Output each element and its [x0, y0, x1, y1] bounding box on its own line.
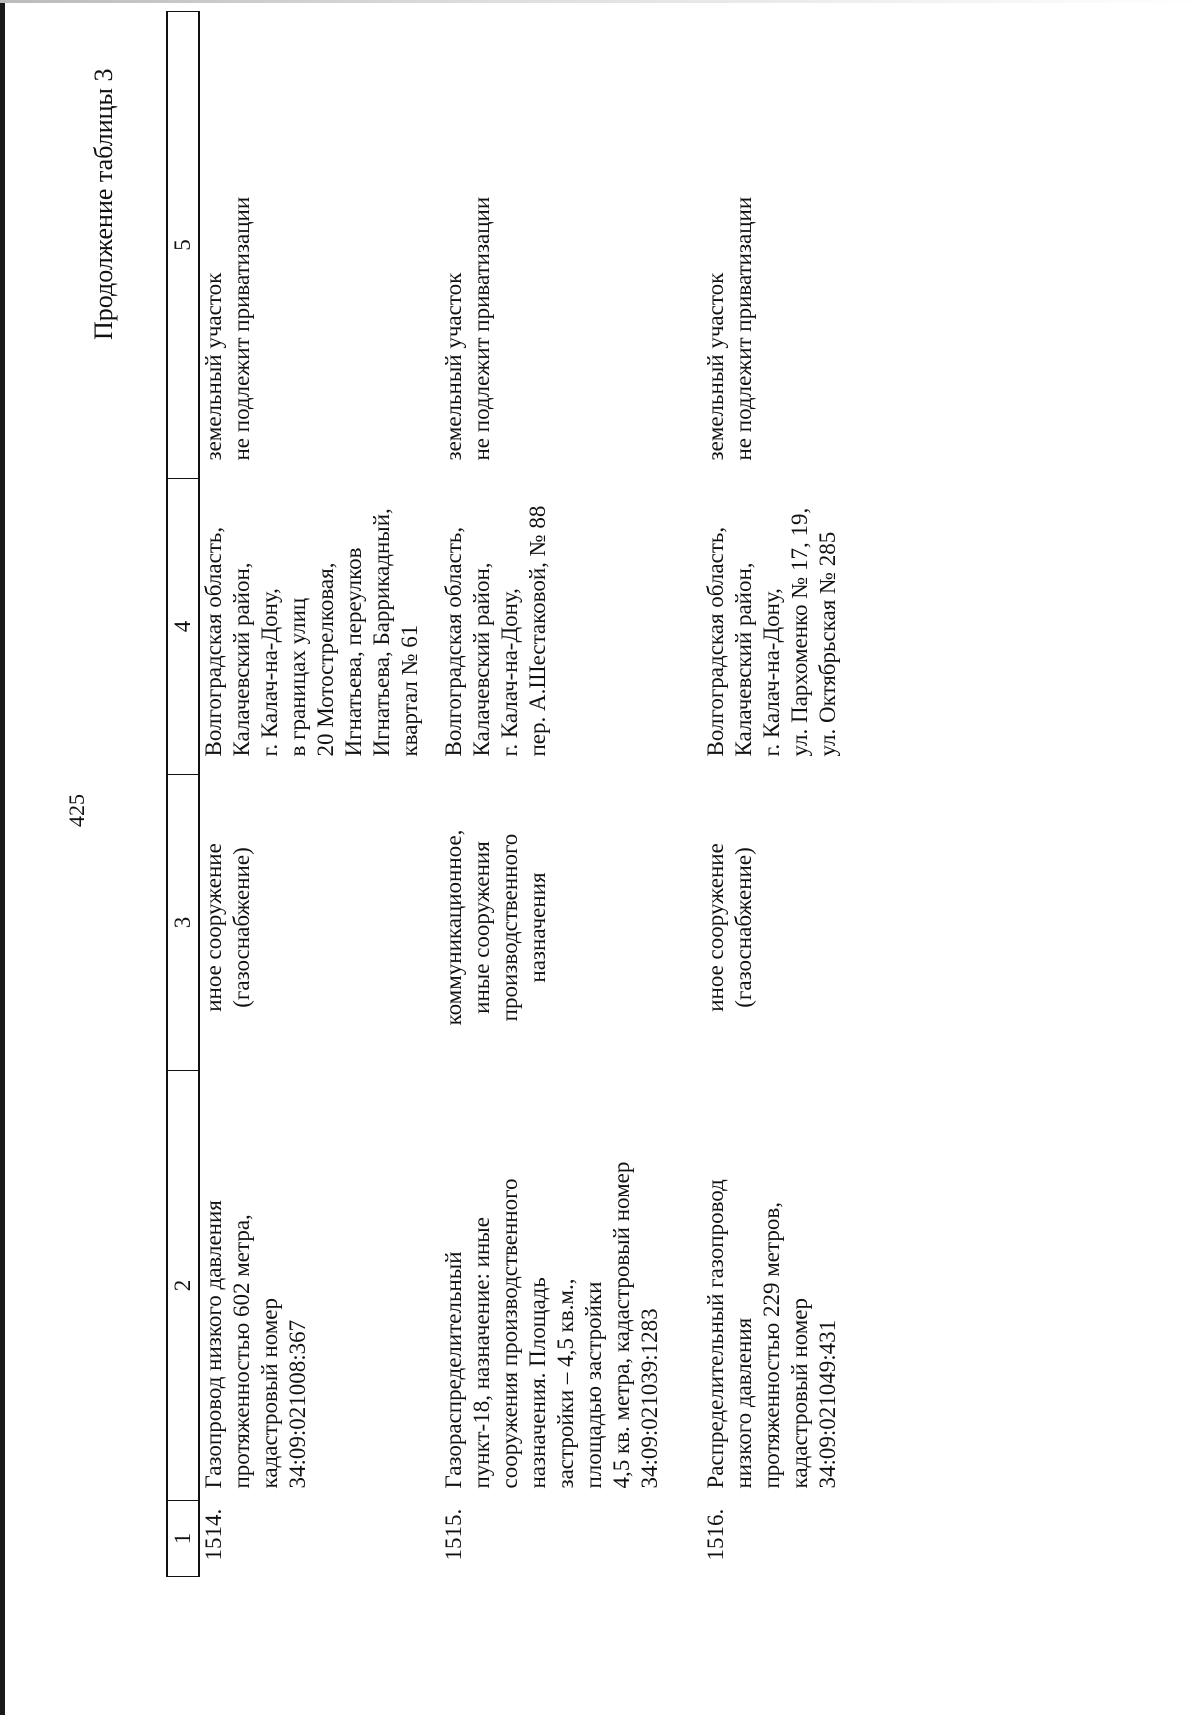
description-line: 34:09:021008:367 [285, 1319, 310, 1489]
table-row [199, 12, 440, 1577]
description-line: назначения. Площадь [525, 1277, 550, 1489]
description-line: Газораспределительный [441, 1251, 466, 1489]
description-line: кадастровый номер [787, 1298, 812, 1489]
row-number-text: 1516. [703, 1508, 728, 1561]
object-note [440, 12, 702, 479]
note-line: не подлежит приватизации [469, 196, 494, 461]
address-line: Волгоградская область, [201, 526, 226, 757]
row-number [702, 1501, 902, 1577]
description-line: низкого давления [731, 1317, 756, 1489]
description-line: протяженностью 229 метров, [759, 1202, 784, 1489]
column-header-4: 4 [167, 479, 199, 775]
description-line: сооружения производственного [497, 1178, 522, 1489]
type-line: назначения [525, 872, 550, 983]
page-number: 425 [64, 794, 89, 827]
object-note [702, 12, 902, 479]
description-line: площадью застройки [581, 1281, 606, 1489]
address-line: Волгоградская область, [703, 526, 728, 757]
address-line: Игнатьева, Баррикадный, [369, 508, 394, 757]
column-header-1: 1 [167, 1501, 199, 1577]
table-row [440, 12, 702, 1577]
address-line: в границах улиц [285, 597, 310, 757]
address-line: ул. Пархоменко № 17, 19, [787, 507, 812, 757]
object-address [440, 479, 702, 775]
object-address [702, 479, 902, 775]
description-line: протяженностью 602 метра, [229, 1214, 254, 1489]
row-number [199, 1501, 440, 1577]
type-line: иное сооружение [201, 843, 226, 1012]
type-line: иное сооружение [703, 843, 728, 1012]
address-line: 20 Мотострелковая, [313, 562, 338, 757]
address-line: г. Калач-на-Дону, [257, 588, 282, 757]
property-table [166, 11, 902, 1577]
address-line: квартал № 61 [397, 624, 422, 757]
address-line: Калачевский район, [731, 562, 756, 757]
table-header-row [167, 12, 199, 1577]
description-line: застройки – 4,5 кв.м., [553, 1278, 578, 1489]
table-row [702, 12, 902, 1577]
address-line: Калачевский район, [469, 562, 494, 757]
note-line: земельный участок [201, 272, 226, 461]
address-line: Калачевский район, [229, 562, 254, 757]
note-line: земельный участок [441, 272, 466, 461]
description-line: 34:09:021049:431 [815, 1319, 840, 1489]
object-type [199, 775, 440, 1071]
object-description [702, 1071, 902, 1501]
type-line: производственного [497, 833, 522, 1022]
object-type [440, 775, 702, 1071]
note-line: земельный участок [703, 272, 728, 461]
description-line: Распределительный газопровод [703, 1179, 728, 1489]
column-header-3: 3 [167, 775, 199, 1071]
address-line: Игнатьева, переулков [341, 547, 366, 757]
description-line: 34:09:021039:1283 [637, 1308, 662, 1489]
address-line: Волгоградская область, [441, 526, 466, 757]
object-type [702, 775, 902, 1071]
address-line: г. Калач-на-Дону, [497, 588, 522, 757]
description-line: 4,5 кв. метра, кадастровый номер [609, 1161, 634, 1489]
row-number [440, 1501, 702, 1577]
description-line: пункт-18, назначение: иные [469, 1217, 494, 1489]
object-note [199, 12, 440, 479]
row-number-text: 1515. [441, 1508, 466, 1561]
address-line: г. Калач-на-Дону, [759, 588, 784, 757]
description-line: Газопровод низкого давления [201, 1200, 226, 1489]
row-number-text: 1514. [201, 1508, 226, 1561]
object-description [199, 1071, 440, 1501]
type-line: иные сооружения [469, 841, 494, 1014]
object-address [199, 479, 440, 775]
object-description [440, 1071, 702, 1501]
description-line: кадастровый номер [257, 1298, 282, 1489]
column-header-5: 5 [167, 12, 199, 479]
type-line: коммуникационное, [441, 829, 466, 1026]
type-line: (газоснабжение) [229, 847, 254, 1008]
note-line: не подлежит приватизации [731, 196, 756, 461]
address-line: ул. Октябрьская № 285 [815, 531, 840, 757]
table-continuation-label: Продолжение таблицы 3 [89, 68, 118, 340]
address-line: пер. А.Шестаковой, № 88 [525, 505, 550, 757]
type-line: (газоснабжение) [731, 847, 756, 1008]
note-line: не подлежит приватизации [229, 196, 254, 461]
column-header-2: 2 [167, 1071, 199, 1501]
